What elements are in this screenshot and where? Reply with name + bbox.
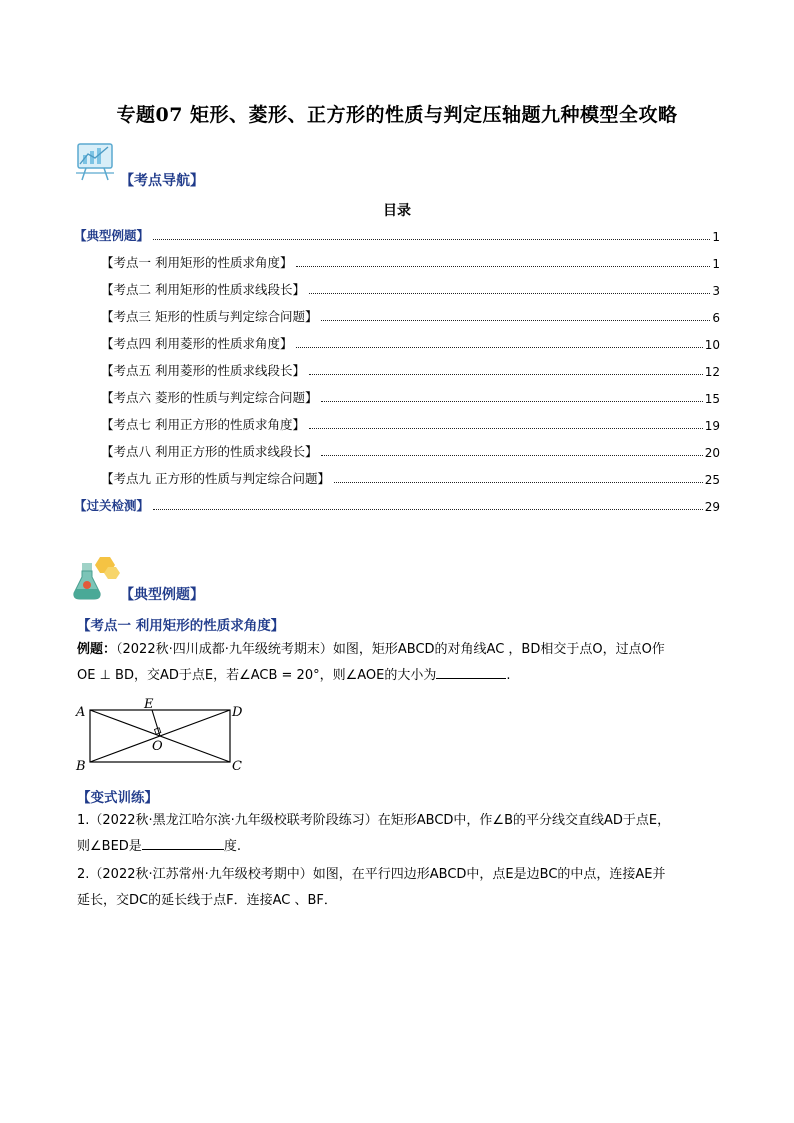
toc-row[interactable] [74,496,720,514]
question-1: 1.（2022秋·黑龙江哈尔滨·九年级校联考阶段练习）在矩形ABCD中，作∠B的平分线交直线AD于点E， 则∠BED是 度. [77,808,727,860]
toc-dot-leader [153,238,710,240]
toc-heading: 目录 [383,203,411,219]
toc-dot-leader [309,427,703,429]
label-B: B [76,759,86,774]
toc-row-page: 15 [704,392,720,406]
toc-row[interactable] [74,226,720,244]
toc-row-label: 【考点六 菱形的性质与判定综合问题】 [101,390,318,405]
variant-training-heading: 【变式训练】 [77,790,158,806]
toc-dot-leader [321,400,702,402]
toc-row-page: 6 [712,311,720,325]
toc-dot-leader [296,265,710,267]
question-1-line-1: 1.（2022秋·黑龙江哈尔滨·九年级校联考阶段练习）在矩形ABCD中，作∠B的平分线交直线AD于点E， [77,813,671,828]
question-2-line-2: 延长，交DC的延长线于点F．连接AC 、BF． [77,893,337,908]
toc-row-label: 【过关检测】 [74,498,150,513]
toc-row-label: 【考点九 正方形的性质与判定综合问题】 [101,471,330,486]
toc-row-label: 【考点二 利用矩形的性质求线段长】 [101,282,305,297]
toc-row-page: 25 [704,473,720,487]
examples-section-label: 【典型例题】 [120,587,204,603]
toc-dot-leader [321,319,710,321]
toc-row-page: 12 [704,365,720,379]
toc-dot-leader [334,481,703,483]
toc-row-page: 10 [704,338,720,352]
example-problem: 例题：（2022秋·四川成都·九年级统考期末）如图，矩形ABCD的对角线AC ，BD相交于点O，过点O作 OE ⊥ BD，交AD于点E，若∠ACB = 20°，则∠AOE的大小为 . [77,642,665,683]
toc-row[interactable] [101,361,720,379]
toc-row-page: 1 [712,257,720,271]
question-1-line-2: 则∠BED是 [77,839,142,854]
toc-row-page: 3 [712,284,720,298]
toc-row-page: 29 [704,500,720,514]
toc-row[interactable] [101,388,720,406]
toc-row-label: 【考点三 矩形的性质与判定综合问题】 [101,309,318,324]
toc-row[interactable] [101,307,720,325]
nav-section-label: 【考点导航】 [120,173,204,189]
toc-row[interactable] [101,469,720,487]
label-O: O [152,739,163,754]
toc-dot-leader [153,508,703,510]
flask-icon [70,555,120,601]
label-C: C [232,759,242,774]
toc-row[interactable] [101,415,720,433]
toc-row-label: 【考点五 利用菱形的性质求线段长】 [101,363,305,378]
toc-dot-leader [309,373,703,375]
question-2-line-1: 2.（2022秋·江苏常州·九年级校考期中）如图，在平行四边形ABCD中，点E是边BC的中点，连接AE并 [77,867,666,882]
toc-row[interactable] [101,253,720,271]
question-2 [77,862,727,914]
topic-1-heading: 【考点一 利用矩形的性质求角度】 [77,618,285,634]
toc-row-page: 20 [704,446,720,460]
toc-row[interactable] [101,442,720,460]
toc-row-label: 【考点一 利用矩形的性质求角度】 [101,255,293,270]
presentation-board-icon [74,140,122,184]
label-E: E [144,698,154,712]
page-title: 专题07 矩形、菱形、正方形的性质与判定压轴题九种模型全攻略 [116,104,678,126]
rectangle-figure [72,698,252,778]
example-label: 例题： [77,642,117,657]
toc-row-page: 19 [704,419,720,433]
label-A: A [76,705,86,720]
label-D: D [232,705,243,720]
toc-dot-leader [309,292,710,294]
example-line-1: （2022秋·四川成都·九年级统考期末）如图，矩形ABCD的对角线AC ，BD相交于点O，过点O作 [116,642,665,657]
toc-row-page: 1 [712,230,720,244]
toc-row-label: 【考点八 利用正方形的性质求线段长】 [101,444,318,459]
toc-row-label: 【考点七 利用正方形的性质求角度】 [101,417,305,432]
answer-blank [142,835,224,850]
toc-row-label: 【典型例题】 [74,228,150,243]
toc-row[interactable] [101,280,720,298]
toc-dot-leader [296,346,702,348]
answer-blank [436,664,506,679]
toc-row-label: 【考点四 利用菱形的性质求角度】 [101,336,293,351]
toc-dot-leader [321,454,702,456]
toc-row[interactable] [101,334,720,352]
example-line-2: OE ⊥ BD，交AD于点E，若∠ACB = 20°，则∠AOE的大小为 [77,668,437,683]
